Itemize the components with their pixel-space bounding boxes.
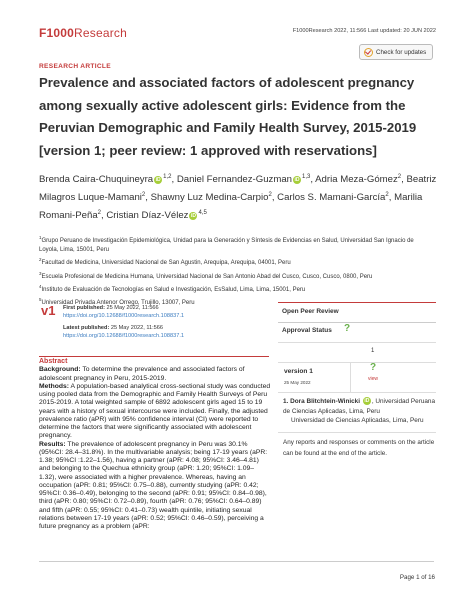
reviewer-affiliation-2: Universidad de Ciencias Aplicadas, Lima, Peru <box>291 417 424 425</box>
check-for-updates-button[interactable] <box>359 44 433 60</box>
affiliation-text: Grupo Peruano de Investigación Epidemiológica, Unidad para la Generación y Síntesis de Evidencias en Salud, Universidad San Ignacio de Loyola, Lima, 15001, Peru <box>39 238 414 254</box>
review-table-rule <box>278 342 436 343</box>
orcid-icon[interactable]: iD <box>155 176 161 183</box>
affiliation <box>39 255 434 268</box>
author-name: Carlos S. Mamani-García <box>277 192 386 204</box>
first-published-label: First published: <box>63 305 105 311</box>
page-number: Page 1 of 16 <box>399 574 435 581</box>
review-table-rule <box>278 362 436 363</box>
orcid-icon[interactable]: iD <box>190 212 196 219</box>
affiliation <box>39 233 434 255</box>
author[interactable] <box>39 174 171 185</box>
latest-published-label: Latest published: <box>63 325 110 331</box>
affiliation-text: Facultad de Medicina, Universidad Nacional de San Agustin, Arequipa, Arequipa, 04001, Peru <box>41 260 291 267</box>
approval-status-icon: ? <box>344 323 351 334</box>
affiliation <box>39 282 434 295</box>
check-updates-label: Check for updates <box>376 48 427 56</box>
review-table-divider <box>350 362 351 392</box>
footer-rule <box>39 561 434 562</box>
author-name: Beatriz Milagros Luque-Mamani <box>39 174 437 204</box>
author[interactable] <box>106 210 206 221</box>
author-name: Brenda Caira-Chuquineyra <box>39 174 154 186</box>
affiliation-sup: 2 <box>39 257 42 263</box>
methods-label: Methods: <box>39 382 69 390</box>
publication-info <box>63 305 268 345</box>
background-label: Background: <box>39 366 81 374</box>
peer-review-top-rule <box>278 302 436 303</box>
abstract-divider <box>39 356 269 357</box>
review-table-rule <box>278 432 436 433</box>
author-affiliation-sup: 2 <box>385 192 389 199</box>
check-updates-icon <box>364 48 373 57</box>
affiliation-text: Universidad Privada Antenor Orrego, Trujillo, 13007, Peru <box>41 300 195 307</box>
author-name: Shawny Luz Medina-Carpio <box>150 192 269 204</box>
version-date: 25 May 2022 <box>284 380 311 385</box>
methods-text: A population-based analytical cross-sectional study was conducted using pooled data from the Demographic and Family Health Surveys of Peru 2015-2019. A total weighted sample of 6892 adolescent girls aged 15 to 19 years with a history of sexual intercourse were included. Finally, the adjusted prevalence ratio (aPR) with 95% confidence interval (CI) were reported to determine the factors that were significantly associated with adolescent pregnancy. <box>39 382 271 440</box>
orcid-icon[interactable]: iD <box>364 398 370 405</box>
affiliation-text: Escuela Profesional de Medicina Humana, Universidad Nacional de San Antonio Abad del Cusco, Cusco, Cusco, 0800, Peru <box>41 273 373 280</box>
first-published-value: 25 May 2022, 11:566 <box>106 305 159 311</box>
reviewer-affiliation-1: , Universidad Peruana de Ciencias Aplicadas, Lima, Peru <box>283 398 436 415</box>
results-label: Results: <box>39 440 66 448</box>
author[interactable] <box>177 174 311 185</box>
affiliation-list <box>39 233 434 308</box>
abstract-heading: Abstract <box>39 358 68 365</box>
orcid-icon[interactable]: iD <box>294 176 300 183</box>
abstract <box>39 358 271 531</box>
peer-review-rule <box>278 322 436 323</box>
latest-published-doi-link[interactable]: https://doi.org/10.12688/f1000research.108837.1 <box>63 332 184 339</box>
responses-note: Any reports and responses or comments on the article can be found at the end of the article. <box>283 439 435 458</box>
affiliation-sup: 5 <box>39 297 42 303</box>
affiliation-sup: 3 <box>39 270 42 276</box>
author[interactable] <box>315 174 401 185</box>
version-tag: v1 <box>41 303 56 318</box>
reviewer-number: 1 <box>371 348 375 354</box>
affiliation-sup: 4 <box>39 283 42 289</box>
author-name: Daniel Fernandez-Guzman <box>176 174 292 186</box>
section-label: RESEARCH ARTICLE <box>39 63 111 70</box>
version-label: version 1 <box>284 368 313 375</box>
reviewer-name-link[interactable]: Dora Blitchtein-Winicki <box>290 398 361 405</box>
background-text: To determine the prevalence and associated factors of adolescent pregnancy in Peru, 2015-2019. <box>39 366 245 382</box>
author-affiliation-sup: 2 <box>141 192 146 199</box>
affiliation-sup: 1 <box>39 235 42 240</box>
author-name: Adria Meza-Gómez <box>315 174 398 186</box>
view-review-link[interactable]: view <box>368 376 379 382</box>
reviewer-info <box>283 397 436 426</box>
review-status-icon[interactable]: ? <box>370 362 377 373</box>
affiliation-text: Instituto de Evaluación de Tecnologías en Salud e Investigación, EsSalud, Lima, Lima, 15001, Peru <box>41 286 306 293</box>
article-title: Prevalence and associated factors of adolescent pregnancy among sexually active adolescent girls: Evidence from the Peruvian Demographic and Family Health Survey, 2015-2019 [version 1; peer review: 1 approved with reservations] <box>39 75 417 158</box>
journal-logo: F1000Research <box>39 26 127 40</box>
peer-review-heading: Open Peer Review <box>282 308 339 315</box>
author-name: Cristian Díaz-Vélez <box>106 210 189 222</box>
header-meta: F1000Research 2022, 11:566 Last updated: 20 JUN 2022 <box>292 28 436 34</box>
author-affiliation-sup: 2 <box>268 192 272 199</box>
author-affiliation-sup: 4,5 <box>198 210 207 217</box>
author-affiliation-sup: 1,3 <box>302 174 311 180</box>
author[interactable] <box>277 192 389 203</box>
review-table-rule <box>278 392 436 393</box>
author[interactable] <box>151 192 272 203</box>
first-published-doi-link[interactable]: https://doi.org/10.12688/f1000research.108837.1 <box>63 312 184 319</box>
author-name: Marilia Romani-Peña <box>39 192 423 222</box>
results-text: The prevalence of adolescent pregnancy in Peru was 30.1% (95%CI: 28.4–31.8%). In the multivariable analysis; being 17-19 years (aPR: 1.38; 95%CI :1.22–1.56), having a partner (aPR: 4.08; 95%CI: 3.46–4.81) and belonging to the Quechua ethnicity group (aPR: 1.20; 95%CI: 1.09–1.32), were associated with a higher prevalence. Whereas, having an occupation (aPR: 0.81; 95%CI: 0.75–0.88), currently studying (aPR: 0.42; 95%CI: 0.36–0.49), belonging to the second (aPR: 0.91; 95%CI: 0.84–0.98), third (aPR: 0.80; 95%CI: 0.72–0.89), fourth (aPR: 0.76; 95%CI: 0.64–0.89) and fifth (aPR: 0.55; 95%CI: 0.41–0.73) wealth quintile, initiating sexual relations between 17-19 years (aPR: 0.52; 95%CI: 0.46–0.59), perceiving a future pregnancy as a problem (aPR: <box>39 440 268 530</box>
author-list: Brenda Caira-Chuquineyra iD $^{1,2}$, Daniel Fernandez-Guzman iD $^{1,3}$, Adria Meza-Gómez$^2$, Beatriz Milagros Luque-Mamani$^2$, Shawny Luz Medina-Carpio$^2$, Carlos S. Mamani-García$^2$, Marilia Romani-Peña$^2$, Cristian Díaz-Vélez iD $^{4,5}$ <box>39 174 437 222</box>
author-affiliation-sup: 1,2 <box>163 174 172 180</box>
reviewer-index: 1. <box>283 398 289 405</box>
latest-published-value: 25 May 2022, 11:566 <box>110 325 164 331</box>
author-affiliation-sup: 2 <box>397 174 402 180</box>
affiliation <box>39 269 434 282</box>
approval-status-label: Approval Status <box>282 327 332 334</box>
author-affiliation-sup: 2 <box>97 210 102 217</box>
